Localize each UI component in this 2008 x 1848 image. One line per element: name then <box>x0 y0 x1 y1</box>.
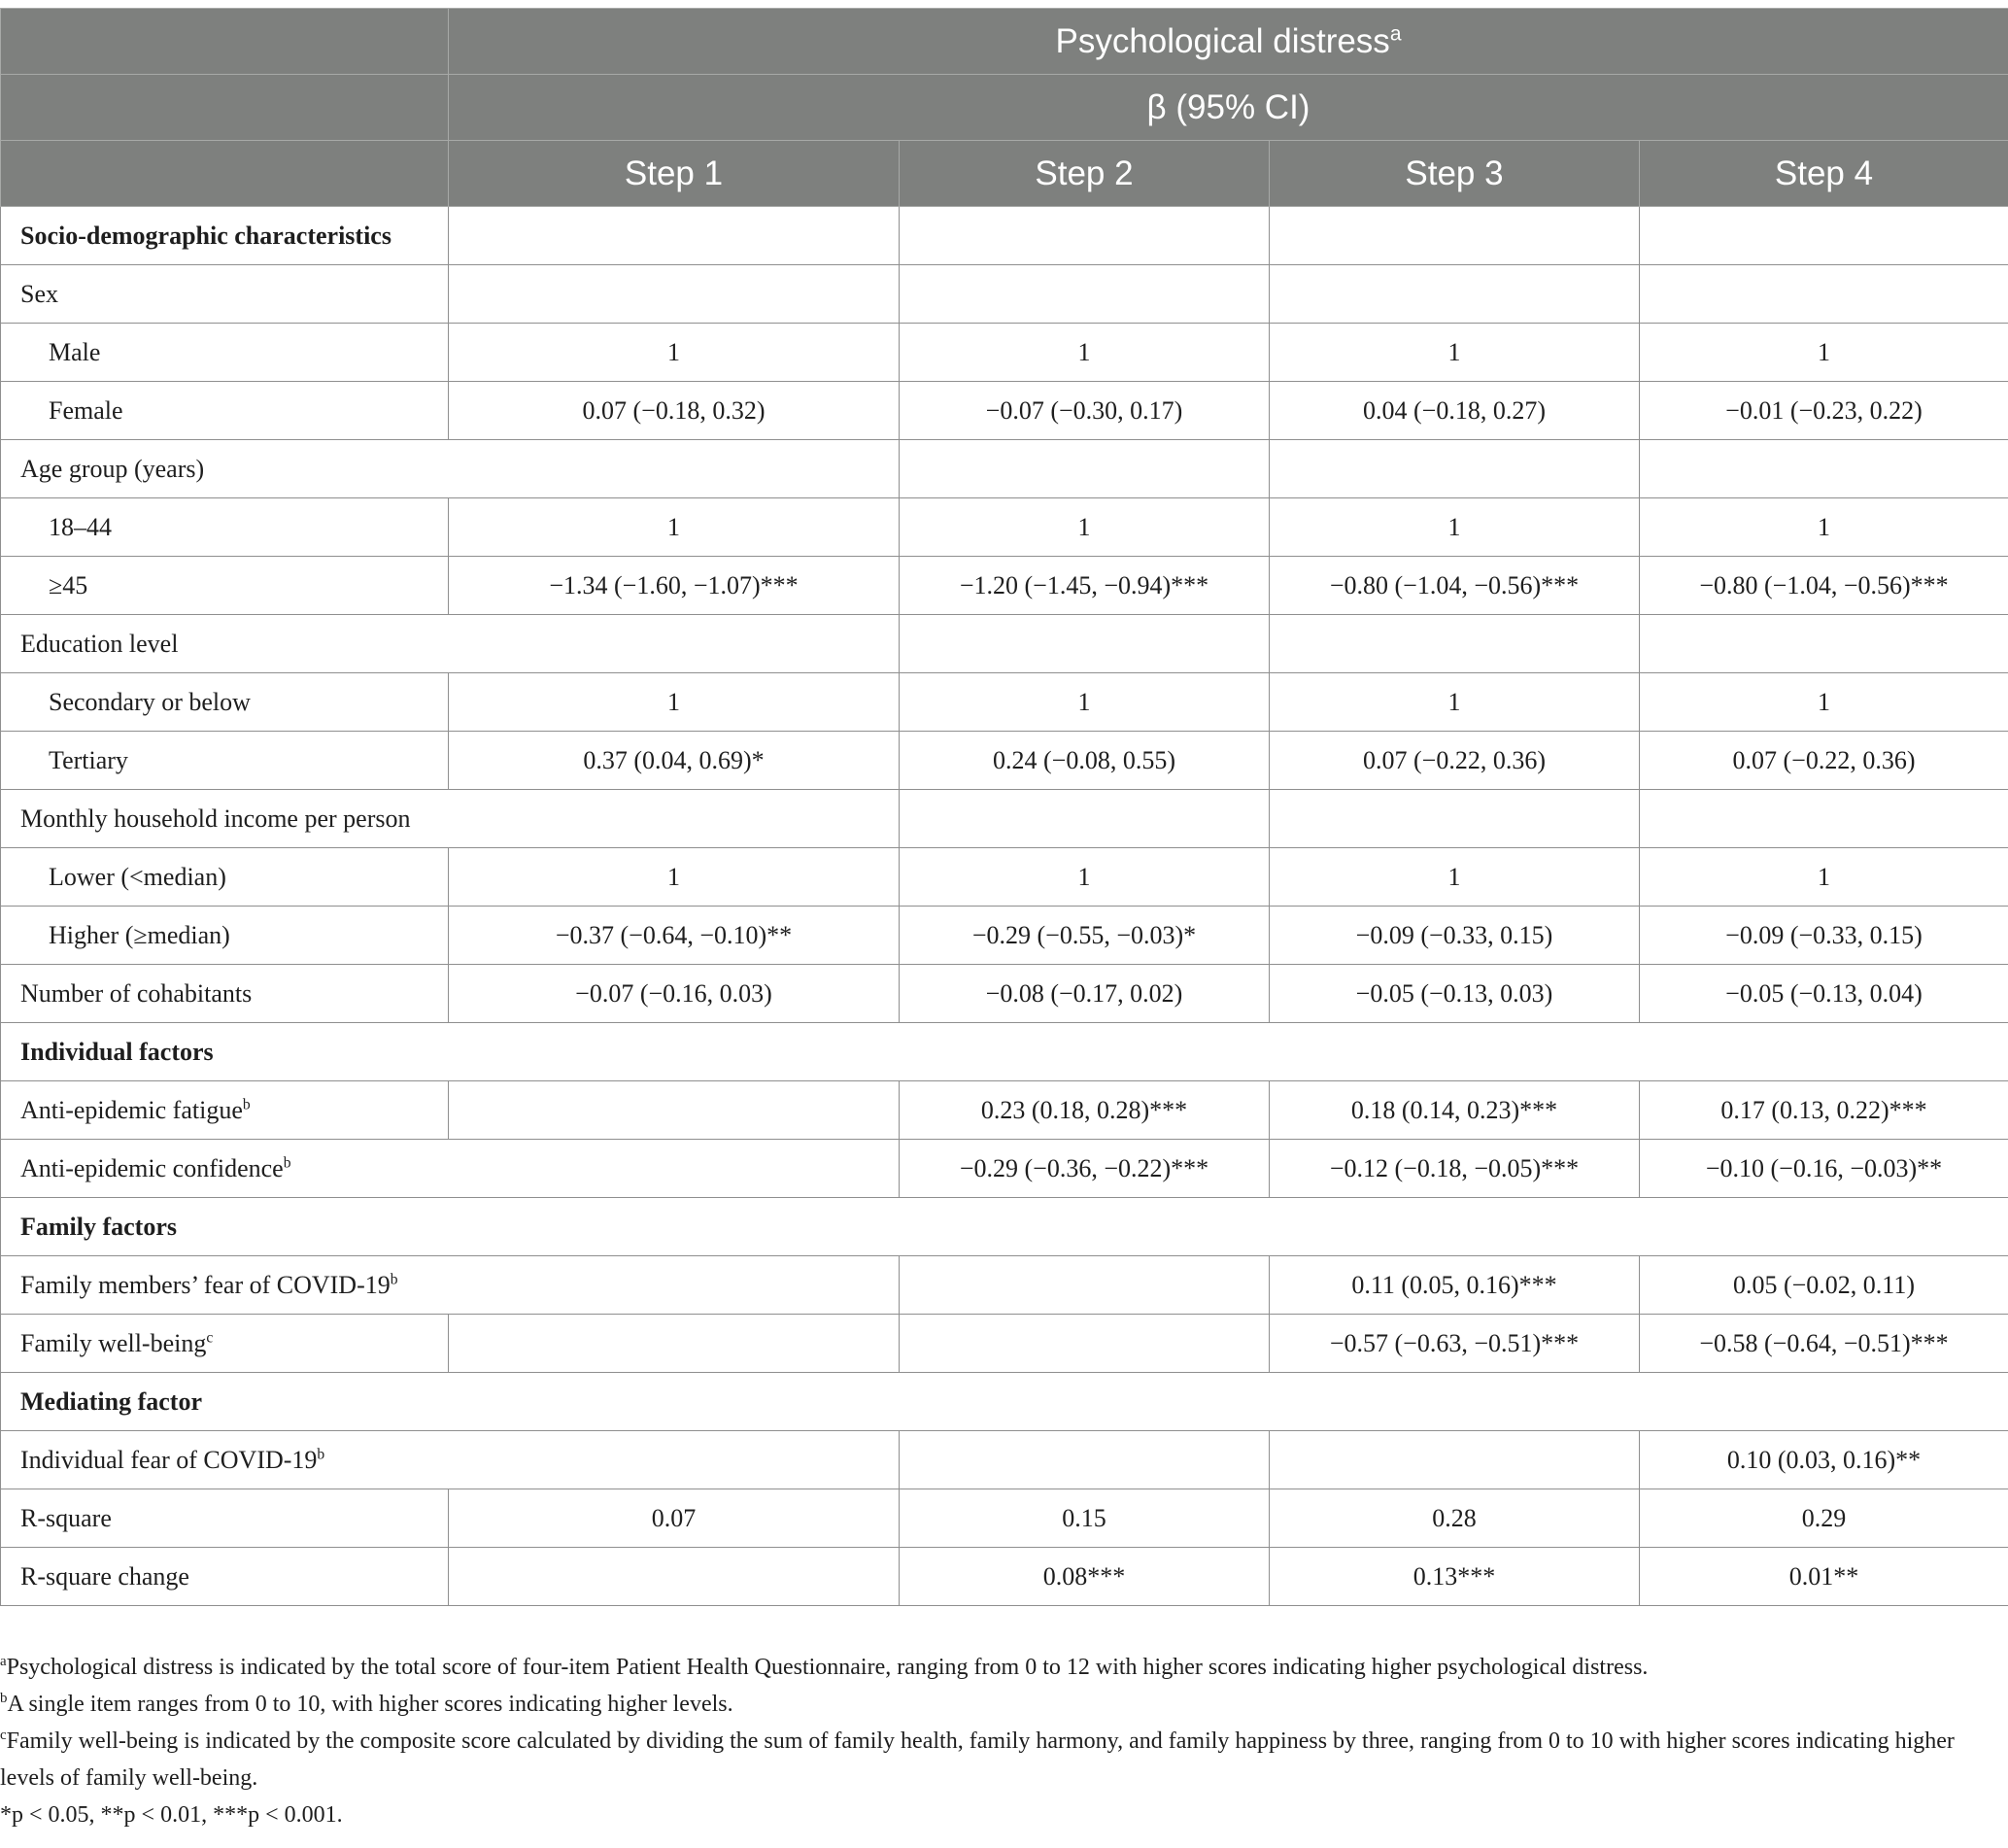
value-cell-step-1: 1 <box>449 324 900 382</box>
header-empty-cell <box>1 141 449 207</box>
row-label: 18–44 <box>1 498 449 557</box>
value-cell-step-3: −0.12 (−0.18, −0.05)*** <box>1270 1140 1640 1198</box>
value-cell-step-3 <box>1270 207 1640 265</box>
value-cell-step-2: 1 <box>900 324 1270 382</box>
value-cell-step-4: 0.10 (0.03, 0.16)** <box>1640 1431 2008 1489</box>
value-cell-step-2: 1 <box>900 498 1270 557</box>
value-cell-step-4: −0.05 (−0.13, 0.04) <box>1640 965 2008 1023</box>
table-row <box>1 1256 2008 1315</box>
row-label: Anti-epidemic fatigue$^b$ <box>1 1081 449 1140</box>
value-cell-step-4: −0.09 (−0.33, 0.15) <box>1640 907 2008 965</box>
table-footnotes <box>0 1649 2008 1833</box>
value-cell-step-4 <box>1640 615 2008 673</box>
table-row <box>1 1140 2008 1198</box>
value-cell-step-3 <box>1270 790 1640 848</box>
value-cell-step-4: 0.29 <box>1640 1489 2008 1548</box>
value-cell-step-1 <box>449 265 900 324</box>
value-cell-step-2: −0.29 (−0.36, −0.22)*** <box>900 1140 1270 1198</box>
value-cell-step-4: 1 <box>1640 848 2008 907</box>
value-cell-step-3: 1 <box>1270 848 1640 907</box>
row-label: Sex <box>1 265 449 324</box>
table-row <box>1 673 2008 732</box>
value-cell-step-2: 0.23 (0.18, 0.28)*** <box>900 1081 1270 1140</box>
table-row <box>1 615 2008 673</box>
header-subtitle: β (95% CI) <box>449 75 2008 141</box>
value-cell-step-3 <box>1270 440 1640 498</box>
header-step-3: Step 3 <box>1270 141 1640 207</box>
value-cell-step-1: 0.07 <box>449 1489 900 1548</box>
table-row <box>1 965 2008 1023</box>
value-cell-step-4 <box>1640 790 2008 848</box>
table-row <box>1 790 2008 848</box>
table-row <box>1 265 2008 324</box>
value-cell-step-3 <box>1270 265 1640 324</box>
value-cell-step-3: 0.04 (−0.18, 0.27) <box>1270 382 1640 440</box>
row-label: R-square <box>1 1489 449 1548</box>
value-cell-step-4: −0.58 (−0.64, −0.51)*** <box>1640 1315 2008 1373</box>
value-cell-step-3: 1 <box>1270 673 1640 732</box>
value-cell-step-1: 0.07 (−0.18, 0.32) <box>449 382 900 440</box>
section-label: Socio-demographic characteristics <box>1 207 449 265</box>
row-label: Higher (≥median) <box>1 907 449 965</box>
value-cell-step-1: −1.34 (−1.60, −1.07)*** <box>449 557 900 615</box>
table-row <box>1 1081 2008 1140</box>
value-cell-step-3: −0.80 (−1.04, −0.56)*** <box>1270 557 1640 615</box>
value-cell-step-1: −0.37 (−0.64, −0.10)** <box>449 907 900 965</box>
value-cell-step-4: 1 <box>1640 673 2008 732</box>
value-cell-step-3: 0.28 <box>1270 1489 1640 1548</box>
value-cell-step-1: 1 <box>449 498 900 557</box>
value-cell-step-3: 0.11 (0.05, 0.16)*** <box>1270 1256 1640 1315</box>
row-label: Secondary or below <box>1 673 449 732</box>
row-label: Education level <box>1 615 900 673</box>
value-cell-step-4: 0.05 (−0.02, 0.11) <box>1640 1256 2008 1315</box>
value-cell-step-2 <box>900 1315 1270 1373</box>
value-cell-step-3 <box>1270 615 1640 673</box>
value-cell-step-4: −0.01 (−0.23, 0.22) <box>1640 382 2008 440</box>
value-cell-step-2 <box>900 790 1270 848</box>
regression-table <box>0 8 2008 1606</box>
footnote-a: $^a$Psychological distress is indicated by the total score of four-item Patient Health Questionnaire, ranging from 0 to 12 with higher scores indicating higher psychological distress. <box>0 1654 1649 1680</box>
value-cell-step-1 <box>449 1548 900 1606</box>
value-cell-step-3: −0.09 (−0.33, 0.15) <box>1270 907 1640 965</box>
value-cell-step-3: 0.18 (0.14, 0.23)*** <box>1270 1081 1640 1140</box>
value-cell-step-2 <box>900 1256 1270 1315</box>
value-cell-step-3: 0.07 (−0.22, 0.36) <box>1270 732 1640 790</box>
header-empty-cell <box>1 9 449 75</box>
regression-table-container <box>0 8 2008 1606</box>
table-row <box>1 557 2008 615</box>
value-cell-step-4 <box>1640 265 2008 324</box>
value-cell-step-4 <box>1640 440 2008 498</box>
value-cell-step-1 <box>449 207 900 265</box>
row-label: R-square change <box>1 1548 449 1606</box>
value-cell-step-2 <box>900 615 1270 673</box>
table-row <box>1 1023 2008 1081</box>
row-label: Individual fear of COVID-19$^b$ <box>1 1431 900 1489</box>
table-row <box>1 1548 2008 1606</box>
value-cell-step-2 <box>900 207 1270 265</box>
table-row <box>1 1431 2008 1489</box>
row-label: Female <box>1 382 449 440</box>
header-step-2: Step 2 <box>900 141 1270 207</box>
value-cell-step-3: 1 <box>1270 324 1640 382</box>
row-label: Number of cohabitants <box>1 965 449 1023</box>
section-label: Individual factors <box>1 1023 2008 1081</box>
table-row <box>1 498 2008 557</box>
row-label: Anti-epidemic confidence$^b$ <box>1 1140 900 1198</box>
header-step-1: Step 1 <box>449 141 900 207</box>
value-cell-step-1: −0.07 (−0.16, 0.03) <box>449 965 900 1023</box>
value-cell-step-4: 1 <box>1640 498 2008 557</box>
value-cell-step-4: 0.07 (−0.22, 0.36) <box>1640 732 2008 790</box>
value-cell-step-2: 0.24 (−0.08, 0.55) <box>900 732 1270 790</box>
value-cell-step-4: −0.10 (−0.16, −0.03)** <box>1640 1140 2008 1198</box>
significance-note: *p < 0.05, **p < 0.01, ***p < 0.001. <box>0 1802 343 1828</box>
footnote-b: $^b$A single item ranges from 0 to 10, with higher scores indicating higher levels. <box>0 1691 733 1717</box>
value-cell-step-2: 1 <box>900 673 1270 732</box>
value-cell-step-1: 0.37 (0.04, 0.69)* <box>449 732 900 790</box>
row-label: ≥45 <box>1 557 449 615</box>
value-cell-step-4: 1 <box>1640 324 2008 382</box>
value-cell-step-4: −0.80 (−1.04, −0.56)*** <box>1640 557 2008 615</box>
section-label: Family factors <box>1 1198 2008 1256</box>
value-cell-step-2: 0.08*** <box>900 1548 1270 1606</box>
header-title: Psychological distress$^a$ <box>449 9 2008 75</box>
table-row <box>1 440 2008 498</box>
table-row <box>1 732 2008 790</box>
value-cell-step-2: −0.29 (−0.55, −0.03)* <box>900 907 1270 965</box>
value-cell-step-2: −1.20 (−1.45, −0.94)*** <box>900 557 1270 615</box>
row-label: Family well-being$^c$ <box>1 1315 449 1373</box>
value-cell-step-3: −0.57 (−0.63, −0.51)*** <box>1270 1315 1640 1373</box>
value-cell-step-3 <box>1270 1431 1640 1489</box>
value-cell-step-1 <box>449 1081 900 1140</box>
table-row <box>1 382 2008 440</box>
value-cell-step-3: −0.05 (−0.13, 0.03) <box>1270 965 1640 1023</box>
value-cell-step-4: 0.01** <box>1640 1548 2008 1606</box>
value-cell-step-2: 0.15 <box>900 1489 1270 1548</box>
row-label: Monthly household income per person <box>1 790 900 848</box>
value-cell-step-3: 0.13*** <box>1270 1548 1640 1606</box>
table-row <box>1 324 2008 382</box>
row-label: Age group (years) <box>1 440 900 498</box>
table-row <box>1 907 2008 965</box>
table-row <box>1 1198 2008 1256</box>
row-label: Lower (<median) <box>1 848 449 907</box>
header-step-4: Step 4 <box>1640 141 2008 207</box>
value-cell-step-2 <box>900 440 1270 498</box>
table-row <box>1 1489 2008 1548</box>
table-row <box>1 1373 2008 1431</box>
value-cell-step-2: 1 <box>900 848 1270 907</box>
value-cell-step-1 <box>449 1315 900 1373</box>
value-cell-step-4: 0.17 (0.13, 0.22)*** <box>1640 1081 2008 1140</box>
value-cell-step-1: 1 <box>449 673 900 732</box>
table-row <box>1 207 2008 265</box>
table-header <box>1 9 2008 207</box>
value-cell-step-2: −0.08 (−0.17, 0.02) <box>900 965 1270 1023</box>
value-cell-step-2 <box>900 265 1270 324</box>
value-cell-step-2 <box>900 1431 1270 1489</box>
footnote-c: $^c$Family well-being is indicated by the composite score calculated by dividing the sum of family health, family harmony, and family happiness by three, ranging from 0 to 10 with higher scores indicating higher levels of family well-being. <box>0 1728 1955 1791</box>
row-label: Male <box>1 324 449 382</box>
row-label: Family members’ fear of COVID-19$^b$ <box>1 1256 900 1315</box>
table-row <box>1 1315 2008 1373</box>
value-cell-step-1: 1 <box>449 848 900 907</box>
value-cell-step-4 <box>1640 207 2008 265</box>
table-body <box>1 207 2008 1606</box>
section-label: Mediating factor <box>1 1373 2008 1431</box>
row-label: Tertiary <box>1 732 449 790</box>
value-cell-step-3: 1 <box>1270 498 1640 557</box>
table-row <box>1 848 2008 907</box>
value-cell-step-2: −0.07 (−0.30, 0.17) <box>900 382 1270 440</box>
header-empty-cell <box>1 75 449 141</box>
